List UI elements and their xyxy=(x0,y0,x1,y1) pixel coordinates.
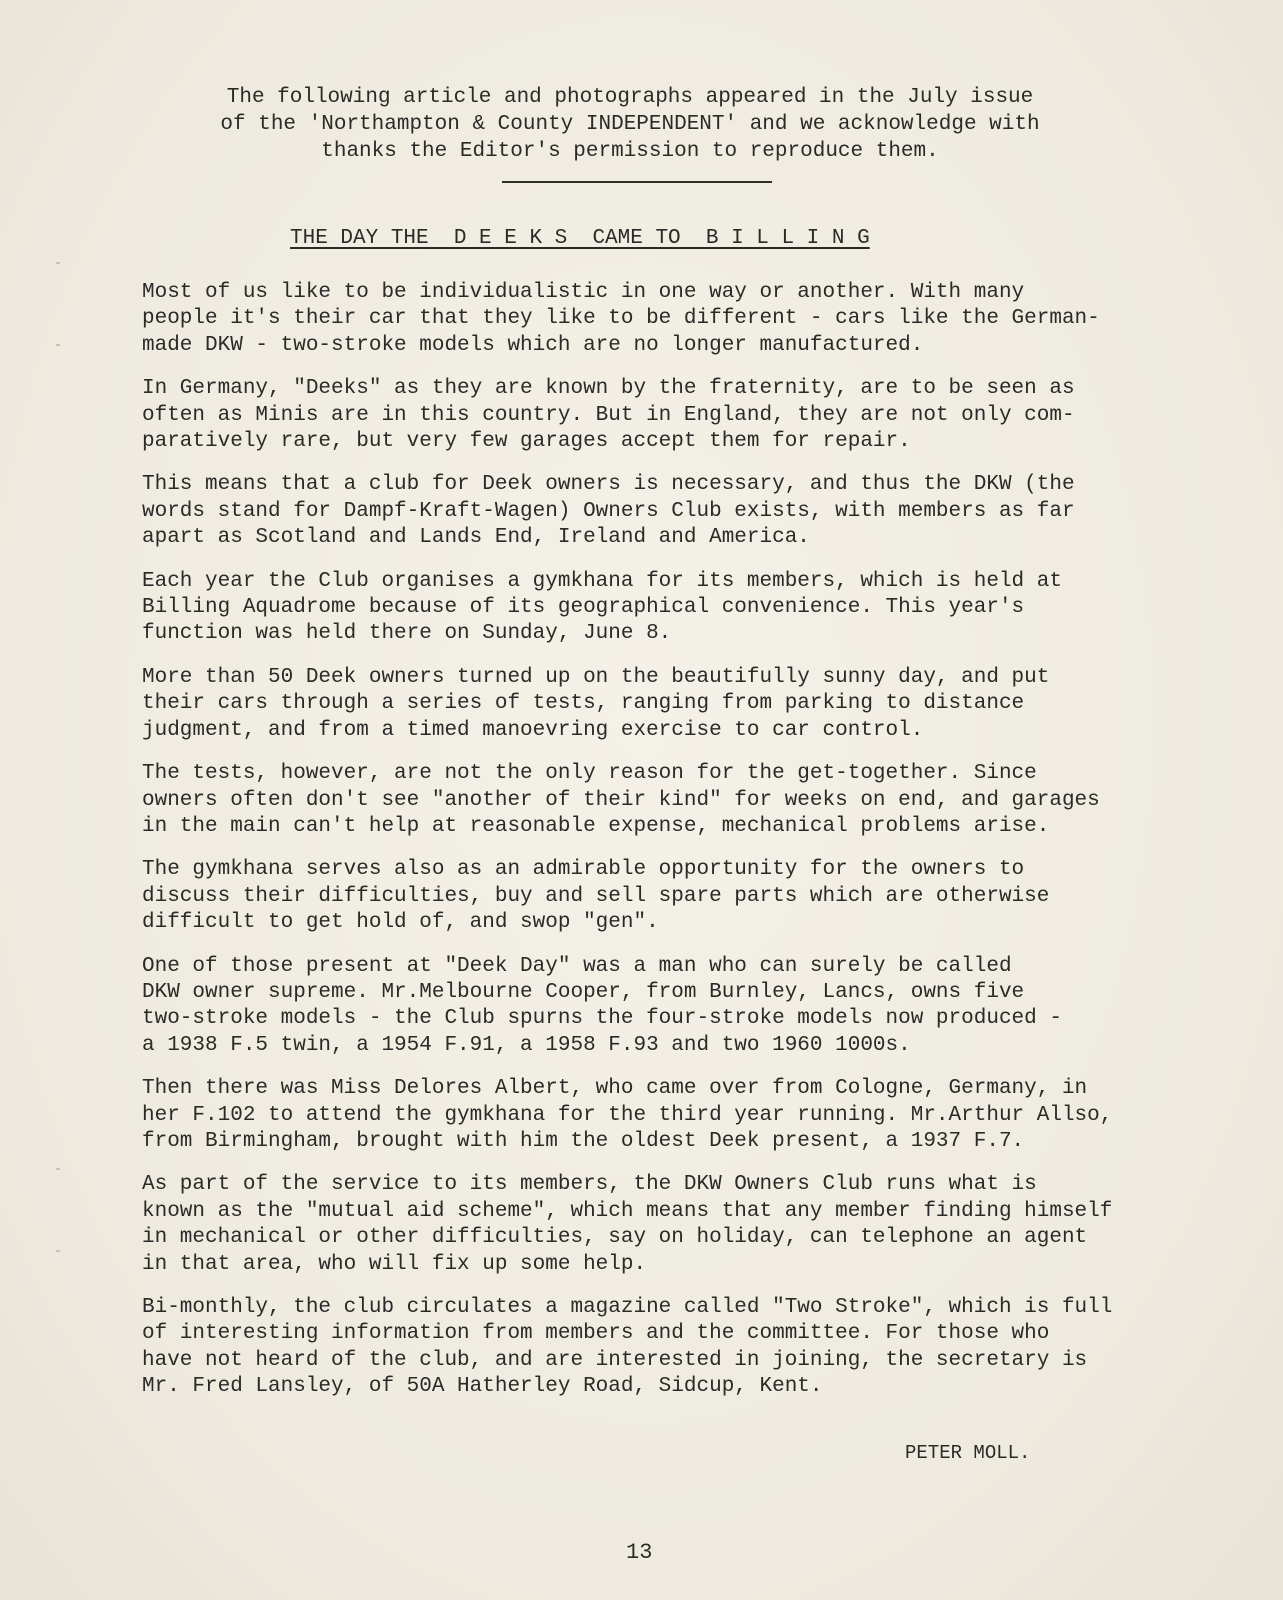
text-line: have not heard of the club, and are interested in joining, the secretary is xyxy=(142,1348,1088,1372)
paragraph xyxy=(142,1076,1182,1155)
text-line: Most of us like to be individualistic in one way or another. With many xyxy=(142,281,1025,304)
intro-line: The following article and photographs appeared in the July issue xyxy=(226,86,1034,109)
paragraph xyxy=(142,761,1182,840)
text-line: discuss their difficulties, buy and sell spare parts which are otherwise xyxy=(142,884,1050,908)
text-line: owners often don't see "another of their kind" for weeks on end, and garages xyxy=(142,788,1100,812)
page-number: 13 xyxy=(626,1540,653,1565)
text-line: a 1938 F.5 twin, a 1954 F.91, a 1958 F.93 and two 1960 1000s. xyxy=(142,1033,911,1057)
text-line: words stand for Dampf-Kraft-Wagen) Owners Club exists, with members as far xyxy=(142,499,1075,523)
intro-note xyxy=(150,84,1110,165)
text-line: made DKW - two-stroke models which are no longer manufactured. xyxy=(142,333,924,357)
intro-line: of the 'Northampton & County INDEPENDENT' and we acknowledge with xyxy=(220,113,1040,136)
text-line: The tests, however, are not the only reason for the get-together. Since xyxy=(142,762,1037,786)
text-line: Billing Aquadrome because of its geographical convenience. This year's xyxy=(142,596,1025,620)
text-line: apart as Scotland and Lands End, Ireland and America. xyxy=(142,526,810,550)
text-line: difficult to get hold of, and swop "gen". xyxy=(142,911,659,935)
text-line: DKW owner supreme. Mr.Melbourne Cooper, from Burnley, Lancs, owns five xyxy=(142,980,1025,1004)
text-line: paratively rare, but very few garages accept them for repair. xyxy=(142,430,911,454)
text-line: In Germany, "Deeks" as they are known by the fraternity, are to be seen as xyxy=(142,377,1075,401)
text-line: people it's their car that they like to be different - cars like the German- xyxy=(142,307,1100,331)
paragraph xyxy=(142,376,1182,455)
text-line: judgment, and from a timed manoevring exercise to car control. xyxy=(142,718,924,742)
text-line: from Birmingham, brought with him the oldest Deek present, a 1937 F.7. xyxy=(142,1129,1025,1153)
text-line: of interesting information from members and the committee. For those who xyxy=(142,1322,1050,1346)
text-line: More than 50 Deek owners turned up on the beautifully sunny day, and put xyxy=(142,665,1050,689)
paragraph xyxy=(142,472,1182,551)
text-line: Bi-monthly, the club circulates a magazine called "Two Stroke", which is full xyxy=(142,1296,1113,1319)
paragraph xyxy=(142,1295,1182,1401)
divider-rule xyxy=(502,181,772,183)
paragraph xyxy=(142,857,1182,936)
text-line: in the main can't help at reasonable expense, mechanical problems arise. xyxy=(142,814,1050,838)
text-line: This means that a club for Deek owners is necessary, and thus the DKW (the xyxy=(142,473,1075,497)
text-line: Then there was Miss Delores Albert, who came over from Cologne, Germany, in xyxy=(142,1077,1088,1101)
text-line: often as Minis are in this country. But in England, they are not only com- xyxy=(142,403,1075,427)
text-line: their cars through a series of tests, ranging from parking to distance xyxy=(142,692,1025,716)
text-line: in mechanical or other difficulties, say on holiday, can telephone an agent xyxy=(142,1226,1088,1250)
text-line: As part of the service to its members, the DKW Owners Club runs what is xyxy=(142,1173,1037,1197)
author-signature: PETER MOLL. xyxy=(905,1442,1031,1464)
text-line: One of those present at "Deek Day" was a man who can surely be called xyxy=(142,954,1012,978)
text-line: in that area, who will fix up some help. xyxy=(142,1252,647,1276)
paragraph xyxy=(142,954,1182,1060)
paragraph xyxy=(142,280,1182,359)
text-line: her F.102 to attend the gymkhana for the third year running. Mr.Arthur Allso, xyxy=(142,1103,1113,1127)
text-line: known as the "mutual aid scheme", which means that any member finding himself xyxy=(142,1199,1113,1223)
article-title: THE DAY THE D E E K S CAME TO B I L L I N G xyxy=(290,227,870,250)
text-line: two-stroke models - the Club spurns the four-stroke models now produced - xyxy=(142,1007,1062,1031)
intro-line: thanks the Editor's permission to reproduce them. xyxy=(321,140,939,163)
text-line: The gymkhana serves also as an admirable opportunity for the owners to xyxy=(142,858,1025,882)
paragraph xyxy=(142,569,1182,648)
text-line: function was held there on Sunday, June 8. xyxy=(142,622,672,646)
article-body xyxy=(142,280,1182,1418)
paragraph xyxy=(142,665,1182,744)
text-line: Mr. Fred Lansley, of 50A Hatherley Road, Sidcup, Kent. xyxy=(142,1375,823,1399)
text-line: Each year the Club organises a gymkhana for its members, which is held at xyxy=(142,569,1062,593)
paragraph xyxy=(142,1172,1182,1278)
